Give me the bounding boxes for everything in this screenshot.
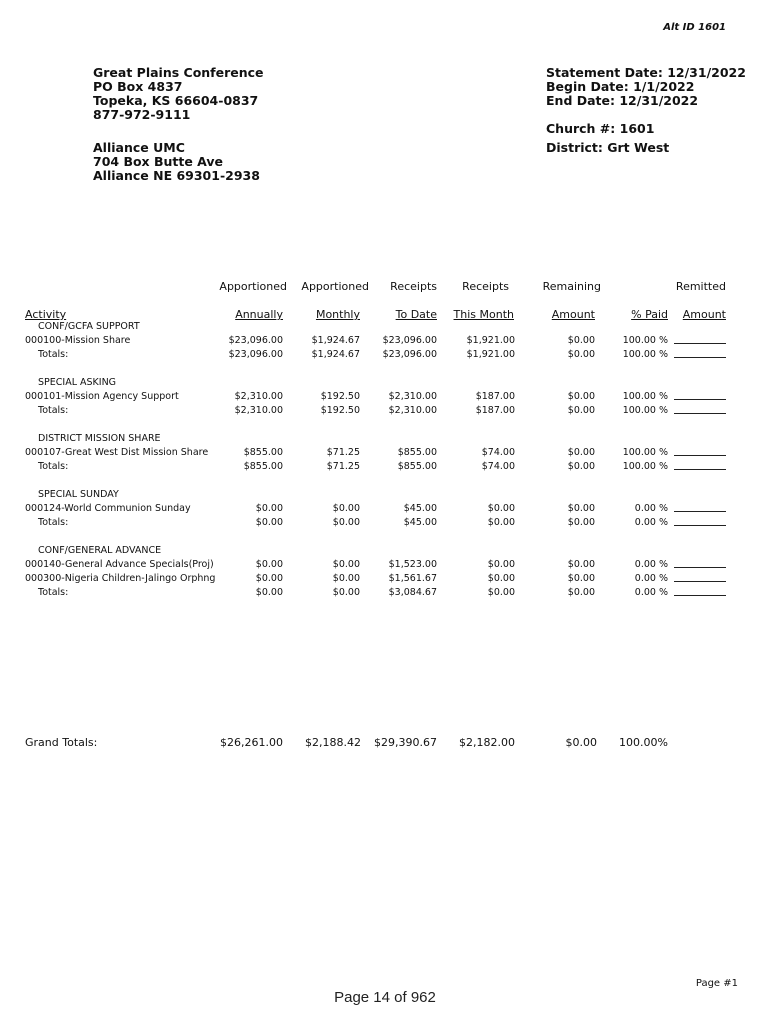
conference-name: Great Plains Conference (93, 65, 264, 80)
remitted-amount-blank[interactable] (670, 405, 726, 417)
col-sub-annually: Annually (235, 308, 283, 321)
cell-monthly: $0.00 (332, 573, 360, 584)
remitted-amount-line[interactable] (674, 559, 726, 568)
cell-annually: $855.00 (243, 447, 283, 458)
cell-monthly: $71.25 (326, 461, 360, 472)
remitted-amount-blank[interactable] (670, 503, 726, 515)
cell-this-month: $0.00 (487, 517, 515, 528)
cell-percent-paid: 0.00 % (634, 587, 668, 598)
cell-to-date: $2,310.00 (388, 405, 437, 416)
grand-total-annually: $26,261.00 (220, 736, 283, 749)
cell-remaining: $0.00 (567, 405, 595, 416)
cell-annually: $0.00 (255, 587, 283, 598)
col-sub-remitted-amount: Amount (682, 308, 726, 321)
cell-annually: $0.00 (255, 573, 283, 584)
cell-to-date: $45.00 (403, 517, 437, 528)
activity-name: 000140-General Advance Specials(Proj) (25, 559, 214, 570)
grand-total-this-month: $2,182.00 (459, 736, 515, 749)
section-title: DISTRICT MISSION SHARE (38, 433, 161, 444)
end-date: End Date: 12/31/2022 (546, 93, 699, 108)
cell-this-month: $74.00 (481, 461, 515, 472)
cell-annually: $0.00 (255, 517, 283, 528)
cell-to-date: $23,096.00 (382, 335, 437, 346)
col-sub-percent-paid: % Paid (631, 308, 668, 321)
church-street: 704 Box Butte Ave (93, 154, 224, 169)
cell-percent-paid: 100.00 % (622, 447, 668, 458)
conference-phone: 877-972-9111 (93, 107, 191, 122)
remitted-amount-blank[interactable] (670, 461, 726, 473)
section-title: CONF/GENERAL ADVANCE (38, 545, 162, 556)
cell-this-month: $1,921.00 (466, 335, 515, 346)
col-sub-this-month: This Month (453, 308, 514, 321)
cell-this-month: $187.00 (475, 391, 515, 402)
conference-city: Topeka, KS 66604-0837 (93, 93, 259, 108)
cell-remaining: $0.00 (567, 391, 595, 402)
cell-percent-paid: 100.00 % (622, 461, 668, 472)
conference-address (93, 66, 264, 122)
col-head-remitted: Remitted (675, 280, 726, 293)
cell-this-month: $1,921.00 (466, 349, 515, 360)
section-title: SPECIAL ASKING (38, 377, 117, 388)
cell-monthly: $0.00 (332, 587, 360, 598)
cell-percent-paid: 100.00 % (622, 391, 668, 402)
grand-total-monthly: $2,188.42 (305, 736, 361, 749)
church-address (93, 141, 260, 183)
remitted-amount-line[interactable] (674, 391, 726, 400)
cell-percent-paid: 0.00 % (634, 573, 668, 584)
remitted-amount-line[interactable] (674, 573, 726, 582)
cell-percent-paid: 0.00 % (634, 503, 668, 514)
cell-monthly: $71.25 (326, 447, 360, 458)
col-head-remaining: Remaining (542, 280, 601, 293)
remitted-amount-blank[interactable] (670, 559, 726, 571)
remitted-amount-line[interactable] (674, 517, 726, 526)
grand-total-remaining: $0.00 (565, 736, 597, 749)
col-sub-activity: Activity (25, 308, 67, 321)
cell-this-month: $0.00 (487, 587, 515, 598)
cell-annually: $23,096.00 (228, 349, 283, 360)
cell-percent-paid: 100.00 % (622, 335, 668, 346)
totals-label: Totals: (38, 587, 69, 598)
cell-percent-paid: 0.00 % (634, 517, 668, 528)
remitted-amount-line[interactable] (674, 461, 726, 470)
cell-annually: $855.00 (243, 461, 283, 472)
remitted-amount-blank[interactable] (670, 447, 726, 459)
cell-remaining: $0.00 (567, 461, 595, 472)
cell-annually: $0.00 (255, 559, 283, 570)
alt-id: Alt ID 1601 (663, 22, 726, 33)
activity-name: 000101-Mission Agency Support (25, 391, 179, 402)
cell-to-date: $3,084.67 (388, 587, 437, 598)
cell-remaining: $0.00 (567, 517, 595, 528)
remitted-amount-line[interactable] (674, 503, 726, 512)
totals-label: Totals: (38, 517, 69, 528)
col-head-receipts-this-month: Receipts (462, 280, 509, 293)
cell-remaining: $0.00 (567, 587, 595, 598)
cell-remaining: $0.00 (567, 447, 595, 458)
cell-to-date: $1,523.00 (388, 559, 437, 570)
col-head-apportioned-annual: Apportioned (219, 280, 287, 293)
remitted-amount-blank[interactable] (670, 587, 726, 599)
page-hash: Page #1 (695, 978, 738, 989)
district: District: Grt West (546, 140, 670, 155)
begin-date: Begin Date: 1/1/2022 (546, 79, 695, 94)
col-sub-remaining-amount: Amount (551, 308, 595, 321)
remitted-amount-line[interactable] (674, 349, 726, 358)
cell-percent-paid: 100.00 % (622, 349, 668, 360)
remitted-amount-blank[interactable] (670, 573, 726, 585)
cell-remaining: $0.00 (567, 503, 595, 514)
cell-to-date: $45.00 (403, 503, 437, 514)
church-name: Alliance UMC (93, 140, 185, 155)
cell-remaining: $0.00 (567, 573, 595, 584)
cell-annually: $23,096.00 (228, 335, 283, 346)
grand-total-to-date: $29,390.67 (374, 736, 437, 749)
cell-remaining: $0.00 (567, 559, 595, 570)
totals-label: Totals: (38, 349, 69, 360)
cell-remaining: $0.00 (567, 349, 595, 360)
remitted-amount-line[interactable] (674, 335, 726, 344)
cell-to-date: $855.00 (397, 461, 437, 472)
col-head-receipts-to-date: Receipts (390, 280, 437, 293)
cell-monthly: $0.00 (332, 517, 360, 528)
cell-percent-paid: 100.00 % (622, 405, 668, 416)
cell-remaining: $0.00 (567, 335, 595, 346)
cell-to-date: $23,096.00 (382, 349, 437, 360)
page-number: Page 14 of 962 (334, 989, 436, 1006)
conference-po-box: PO Box 4837 (93, 79, 183, 94)
cell-monthly: $1,924.67 (311, 335, 360, 346)
cell-to-date: $855.00 (397, 447, 437, 458)
grand-total-percent-paid: 100.00% (619, 736, 668, 749)
cell-monthly: $192.50 (320, 405, 360, 416)
remitted-amount-line[interactable] (674, 447, 726, 456)
church-city: Alliance NE 69301-2938 (93, 168, 260, 183)
activity-name: 000300-Nigeria Children-Jalingo Orphng (25, 573, 216, 584)
church-number: Church #: 1601 (546, 121, 655, 136)
cell-this-month: $0.00 (487, 573, 515, 584)
remitted-amount-blank[interactable] (670, 349, 726, 361)
cell-monthly: $1,924.67 (311, 349, 360, 360)
statement-dates (546, 66, 746, 108)
col-sub-monthly: Monthly (315, 308, 360, 321)
totals-label: Totals: (38, 461, 69, 472)
section-title: CONF/GCFA SUPPORT (38, 321, 140, 332)
section-title: SPECIAL SUNDAY (38, 489, 119, 500)
cell-to-date: $2,310.00 (388, 391, 437, 402)
cell-this-month: $74.00 (481, 447, 515, 458)
cell-annually: $2,310.00 (234, 391, 283, 402)
remitted-amount-line[interactable] (674, 587, 726, 596)
cell-this-month: $0.00 (487, 559, 515, 570)
col-sub-to-date: To Date (395, 308, 437, 321)
grand-totals-label: Grand Totals: (25, 736, 98, 749)
cell-this-month: $187.00 (475, 405, 515, 416)
totals-label: Totals: (38, 405, 69, 416)
cell-annually: $2,310.00 (234, 405, 283, 416)
cell-this-month: $0.00 (487, 503, 515, 514)
statement-date: Statement Date: 12/31/2022 (546, 65, 746, 80)
cell-to-date: $1,561.67 (388, 573, 437, 584)
cell-monthly: $0.00 (332, 503, 360, 514)
cell-monthly: $0.00 (332, 559, 360, 570)
cell-annually: $0.00 (255, 503, 283, 514)
remitted-amount-blank[interactable] (670, 391, 726, 403)
cell-monthly: $192.50 (320, 391, 360, 402)
col-head-apportioned-monthly: Apportioned (301, 280, 369, 293)
cell-percent-paid: 0.00 % (634, 559, 668, 570)
activity-name: 000124-World Communion Sunday (25, 503, 191, 514)
activity-name: 000107-Great West Dist Mission Share (25, 447, 209, 458)
remitted-amount-blank[interactable] (670, 335, 726, 347)
remitted-amount-line[interactable] (674, 405, 726, 414)
activity-name: 000100-Mission Share (25, 335, 131, 346)
remitted-amount-blank[interactable] (670, 517, 726, 529)
